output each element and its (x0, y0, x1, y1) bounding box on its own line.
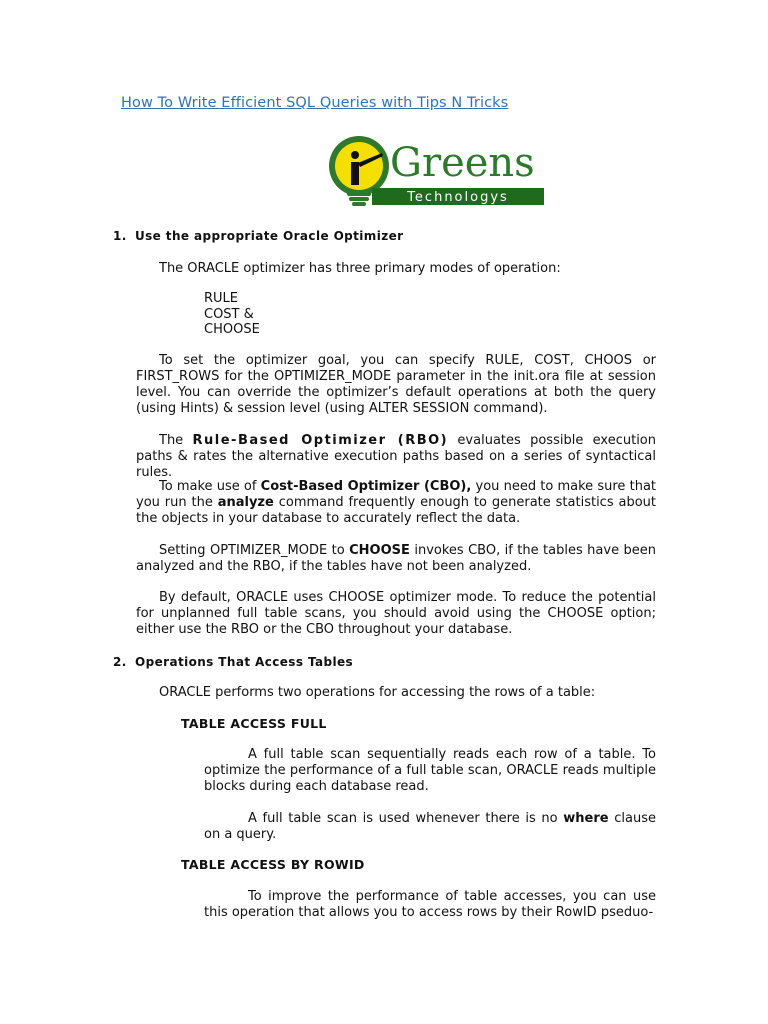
section-1-heading-text: Use the appropriate Oracle Optimizer (135, 229, 404, 243)
section-2-heading (113, 655, 353, 669)
p3-post: command frequently enough to generate statistics about the objects in your database to accurately reflect the data. (136, 495, 656, 526)
table-access-full-heading: TABLE ACCESS FULL (181, 716, 327, 731)
p2-bold: Rule-Based Optimizer (RBO) (192, 433, 449, 448)
section-2-number: 2. (113, 655, 127, 669)
table-access-by-rowid-heading: TABLE ACCESS BY ROWID (181, 857, 365, 872)
section-1-paragraph-4 (136, 543, 656, 575)
section-1-paragraph-1: To set the optimizer goal, you can specify RULE, COST, CHOOS or FIRST_ROWS for the OPTIMIZER_MODE parameter in the init.ora file at session level. You can override the optimizer’s default operations at both the query (using Hints) & session level (using ALTER SESSION command). (136, 353, 656, 416)
p3-mid: you need to make sure that you run the (136, 479, 657, 510)
p3-pre: To make use of (159, 479, 261, 494)
mode-item: RULE (204, 291, 239, 306)
lightbulb-logo-icon (322, 133, 552, 213)
greens-technologys-logo (322, 133, 552, 213)
p4-bold: CHOOSE (349, 543, 410, 558)
section-1-intro: The ORACLE optimizer has three primary modes of operation: (159, 261, 561, 276)
p3-bold-analyze: analyze (217, 495, 274, 510)
p2-post: evaluates possible execution paths & rates the alternative execution paths based on a series of syntactical rules. (136, 433, 656, 480)
p2-pre: The (159, 433, 193, 448)
section-1-number: 1. (113, 229, 127, 243)
section-1-paragraph-3 (136, 479, 656, 527)
section-1-paragraph-2 (136, 433, 656, 481)
logo-tagline-text: Technologys (407, 190, 509, 205)
section-1-heading (113, 229, 403, 243)
p4-pre: Setting OPTIMIZER_MODE to (159, 543, 350, 558)
table-access-by-rowid-paragraph-1: To improve the performance of table accesses, you can use this operation that allows you to access rows by their RowID pseduo- (204, 889, 656, 920)
section-2-intro: ORACLE performs two operations for accessing the rows of a table: (159, 685, 596, 700)
p4-post: invokes CBO, if the tables have been analyzed and the RBO, if the tables have not been analyzed. (136, 543, 657, 574)
mode-item: CHOOSE (204, 322, 260, 337)
p3-bold: Cost-Based Optimizer (CBO), (260, 479, 472, 494)
section-1-paragraph-5: By default, ORACLE uses CHOOSE optimizer mode. To reduce the potential for unplanned full table scans, you should avoid using the CHOOSE option; either use the RBO or the CBO throughout your database. (136, 590, 656, 637)
where-keyword: where (563, 811, 609, 826)
sub1-p2-post: clause on a query. (204, 811, 656, 842)
optimizer-modes-list (204, 291, 260, 338)
mode-item: COST & (204, 306, 254, 322)
table-access-full-paragraph-1: A full table scan sequentially reads each row of a table. To optimize the performance of a full table scan, ORACLE reads multiple blocks during each database read. (204, 747, 656, 794)
table-access-full-paragraph-2 (204, 811, 656, 843)
document-title[interactable]: How To Write Efficient SQL Queries with Tips N Tricks (121, 95, 509, 111)
section-2-heading-text: Operations That Access Tables (135, 655, 354, 669)
sub1-p2-pre: A full table scan is used whenever there is no (248, 811, 564, 826)
logo-brand-text: Greens (390, 140, 535, 186)
